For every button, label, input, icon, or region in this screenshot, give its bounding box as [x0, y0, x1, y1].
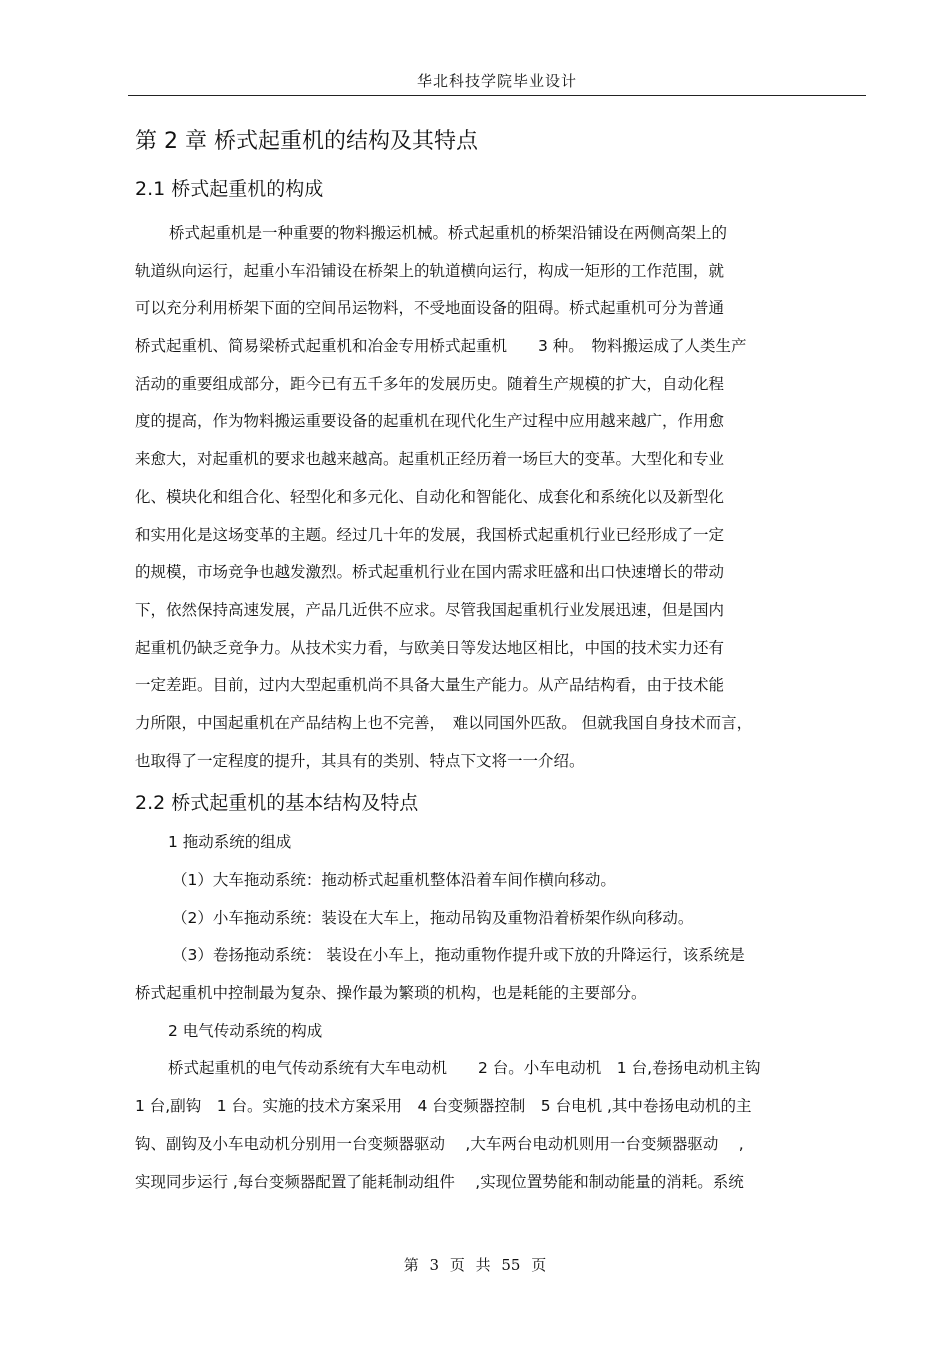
body-line: 实现同步运行 ,每台变频器配置了能耗制动组件 ,实现位置势能和制动能量的消耗。系统: [135, 1172, 744, 1191]
section-2-2-body: [135, 827, 860, 1204]
body-line: 化、模块化和组合化、轻型化和多元化、自动化和智能化、成套化和系统化以及新型化: [135, 487, 725, 506]
body-line: 来愈大，对起重机的要求也越来越高。起重机正经历着一场巨大的变革。大型化和专业: [135, 450, 725, 469]
page-header: 华北科技学院毕业设计: [416, 72, 577, 90]
list-item: （1）大车拖动系统：拖动桥式起重机整体沿着车间作横向移动。: [172, 871, 616, 889]
body-line: 桥式起重机的电气传动系统有大车电动机 2 台。小车电动机 1 台,卷扬电动机主钩: [168, 1059, 761, 1078]
body-line: 桥式起重机是一种重要的物料搬运机械。桥式起重机的桥架沿铺设在两侧高架上的: [169, 224, 728, 242]
subheading-drive-system: 1 拖动系统的组成: [168, 833, 292, 852]
list-item-continuation: 桥式起重机中控制最为复杂、操作最为繁琐的机构，也是耗能的主要部分。: [135, 984, 647, 1003]
page-content: [135, 122, 860, 1204]
body-line: 一定差距。目前，过内大型起重机尚不具备大量生产能力。从产品结构看，由于技术能: [135, 676, 725, 695]
subheading-electrical-system: 2 电气传动系统的构成: [168, 1021, 323, 1040]
page-number: 第 3 页 共 55 页: [403, 1256, 547, 1274]
section-title-2-1: 2.1 桥式起重机的构成: [135, 178, 324, 200]
body-line: 起重机仍缺乏竞争力。从技术实力看，与欧美日等发达地区相比，中国的技术实力还有: [135, 638, 725, 657]
body-line: 钩、副钩及小车电动机分别用一台变频器驱动 ,大车两台电动机则用一台变频器驱动 ,: [135, 1134, 744, 1153]
section-title-2-2: 2.2 桥式起重机的基本结构及特点: [135, 792, 419, 815]
body-line: 1 台,副钩 1 台。实施的技术方案采用 4 台变频器控制 5 台电机 ,其中卷扬电动机的主: [135, 1097, 752, 1116]
header-rule: [128, 95, 866, 96]
body-line: 度的提高，作为物料搬运重要设备的起重机在现代化生产过程中应用越来越广，作用愈: [135, 412, 725, 431]
chapter-title: 第 2 章 桥式起重机的结构及其特点: [135, 129, 478, 154]
list-item: （3）卷扬拖动系统： 装设在小车上，拖动重物作提升或下放的升降运行，该系统是: [172, 946, 745, 965]
body-line: 下，依然保持高速发展，产品几近供不应求。尽管我国起重机行业发展迅速，但是国内: [135, 600, 725, 619]
body-line: 桥式起重机、简易梁桥式起重机和冶金专用桥式起重机 3 种。 物料搬运成了人类生产: [135, 337, 747, 356]
body-line: 的规模，市场竞争也越发激烈。桥式起重机行业在国内需求旺盛和出口快速增长的带动: [135, 563, 725, 582]
body-line: 轨道纵向运行，起重小车沿铺设在桥架上的轨道横向运行，构成一矩形的工作范围，就: [135, 261, 725, 280]
body-line: 力所限，中国起重机在产品结构上也不完善， 难以同国外匹敌。 但就我国自身技术而言，: [135, 713, 753, 732]
body-line: 也取得了一定程度的提升，其具有的类别、特点下文将一一介绍。: [135, 751, 585, 770]
section-2-1-body: [135, 218, 860, 783]
body-line: 活动的重要组成部分，距今已有五千多年的发展历史。随着生产规模的扩大，自动化程: [135, 374, 725, 393]
list-item: （2）小车拖动系统：装设在大车上，拖动吊钩及重物沿着桥架作纵向移动。: [172, 908, 694, 927]
body-line: 和实用化是这场变革的主题。经过几十年的发展，我国桥式起重机行业已经形成了一定: [135, 525, 725, 544]
body-line: 可以充分利用桥架下面的空间吊运物料，不受地面设备的阻碍。桥式起重机可分为普通: [135, 299, 725, 318]
